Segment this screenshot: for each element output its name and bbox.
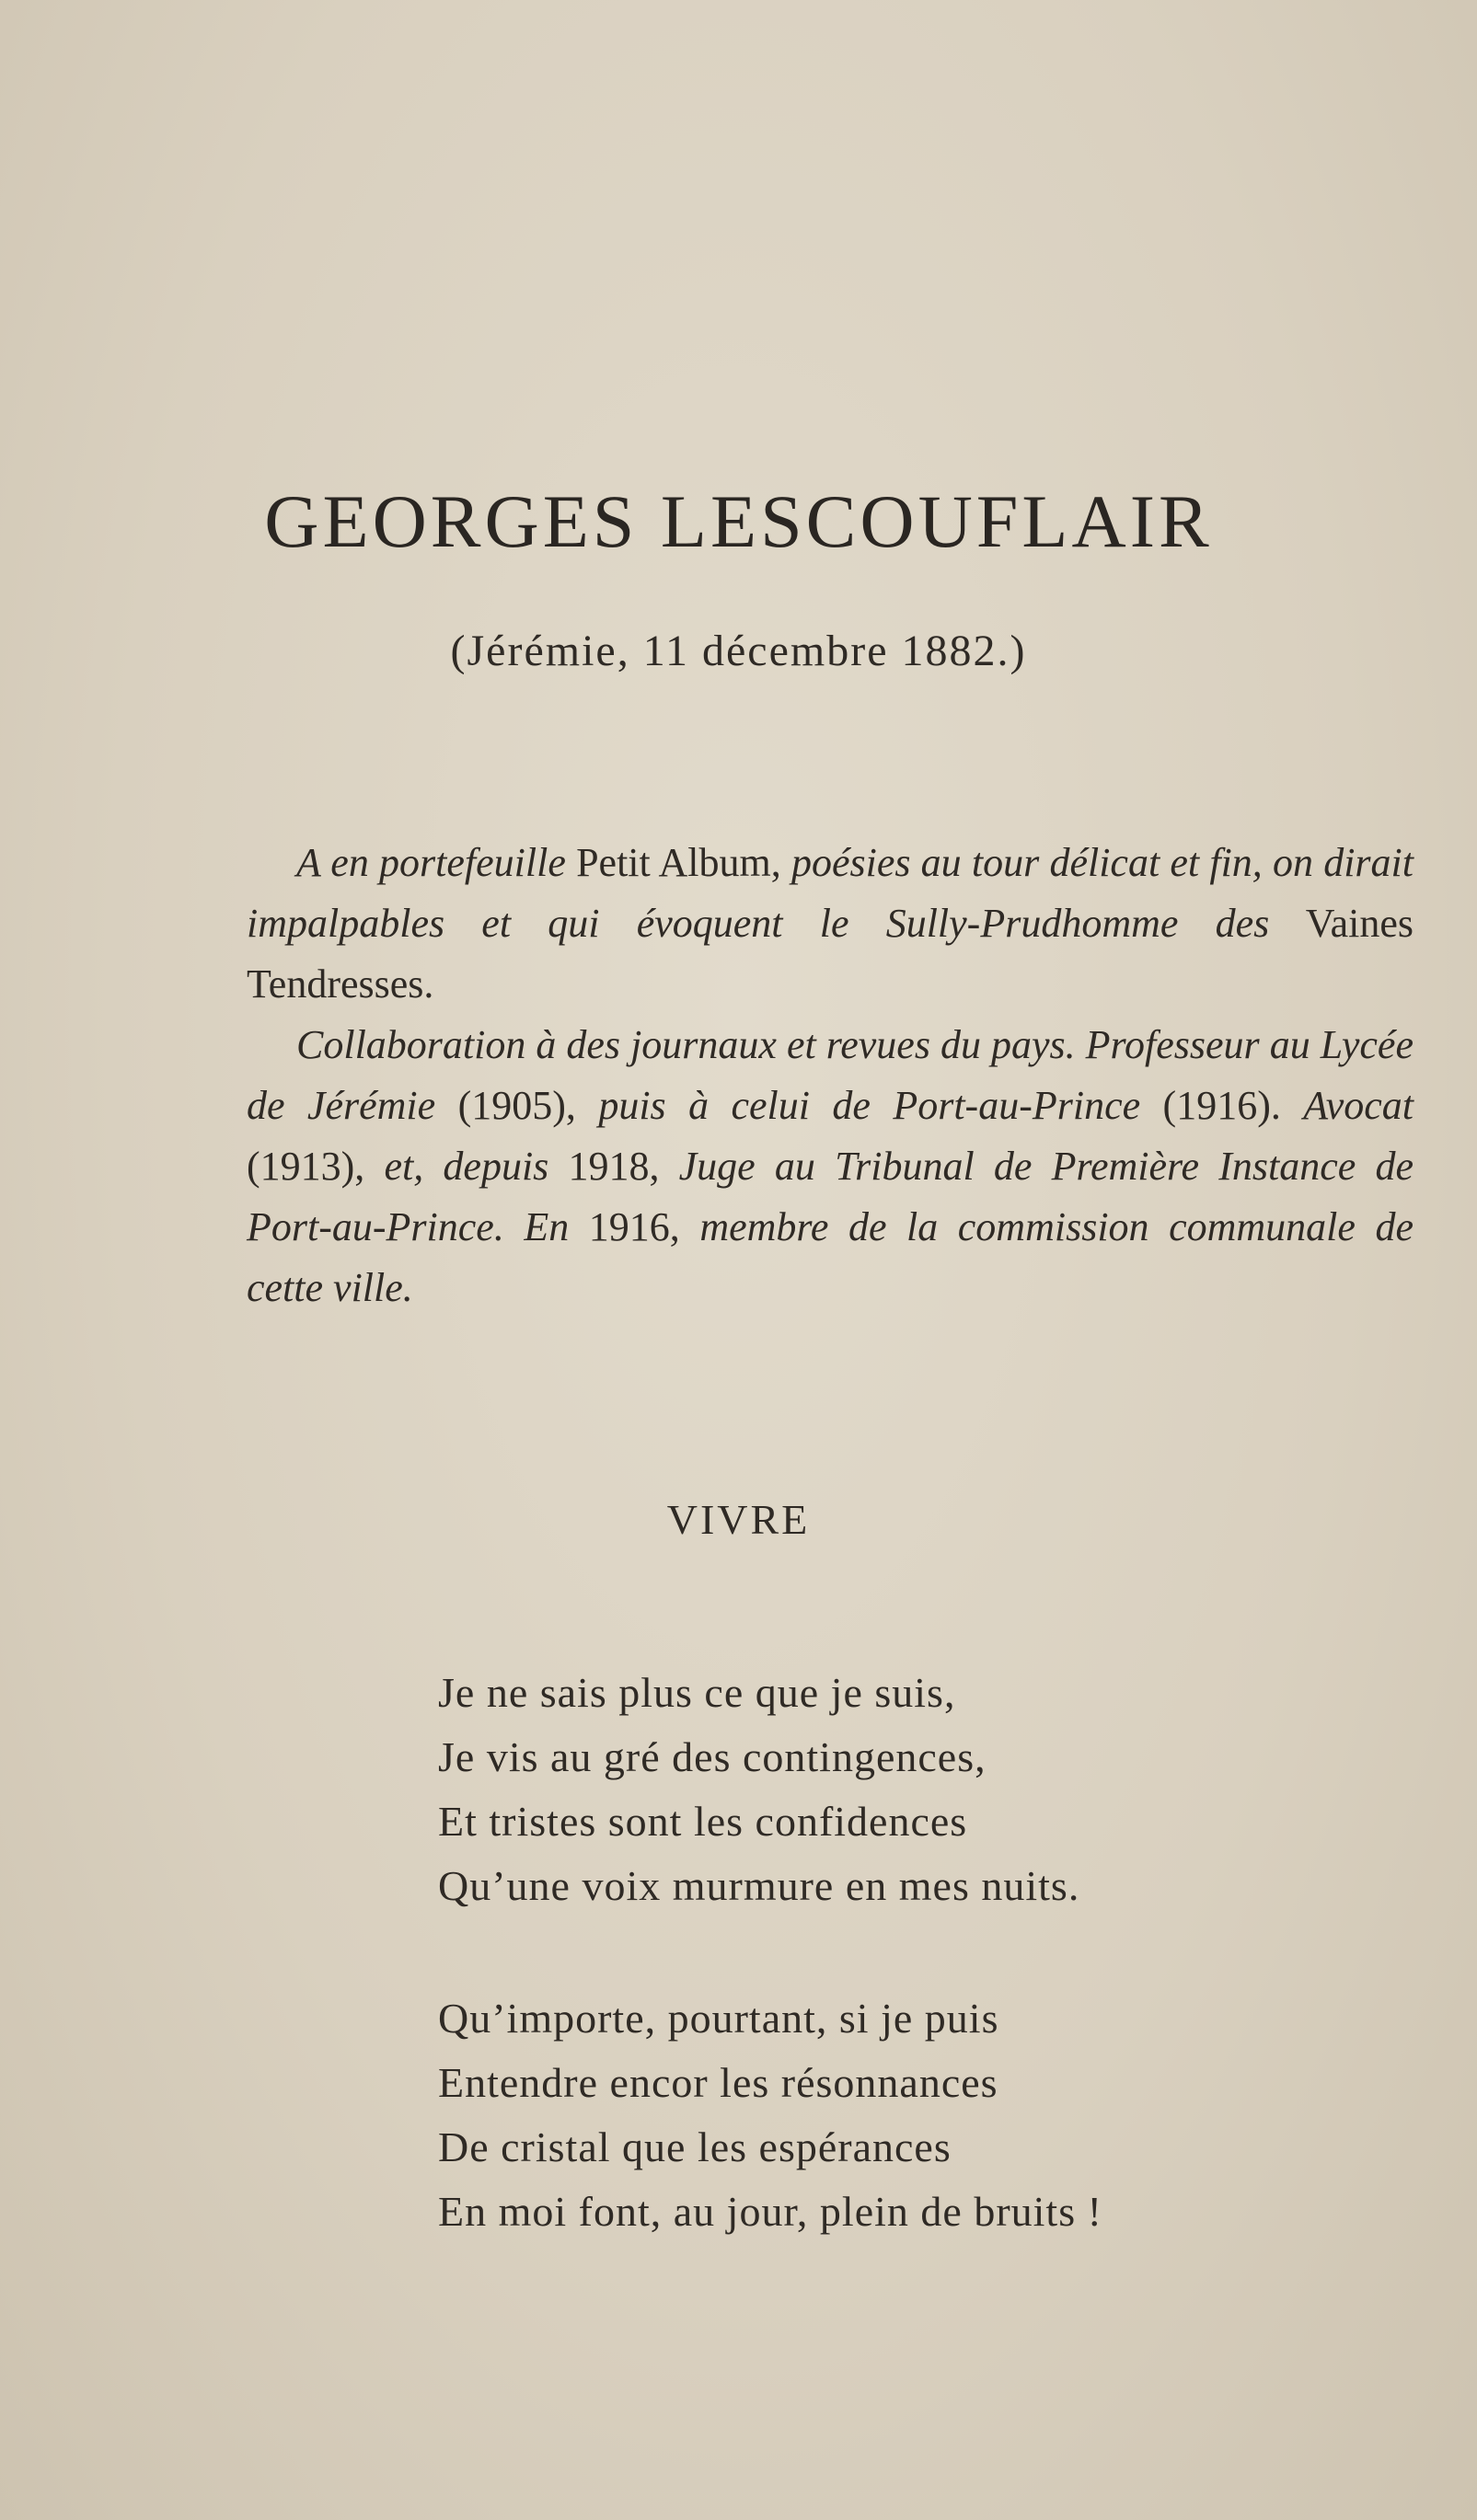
poem-line: Qu’une voix murmure en mes nuits. <box>438 1862 1080 1909</box>
poem-line: De cristal que les espérances <box>438 2123 952 2170</box>
bio-text-italic: et, depuis <box>384 1144 549 1189</box>
year-1918: 1918, <box>548 1144 679 1189</box>
bio-text-italic: Juge au Tribunal de Première Instance de Port-au-Prince. En <box>247 1144 1414 1249</box>
bio-text-italic: poésies au tour délicat et fin, on dirait impalpables et qui évoquent le Sully-Prudhomme des <box>247 840 1414 946</box>
book-title-petit-album: Petit Album, <box>565 840 791 885</box>
poem-line: Et tristes sont les confidences <box>438 1798 968 1845</box>
bio-text-italic: membre de la commission communale de cette ville. <box>247 1204 1414 1310</box>
poem-line: Je ne sais plus ce que je suis, <box>438 1669 956 1716</box>
author-name-heading: GEORGES LESCOUFLAIR <box>264 479 1213 563</box>
poem-line: Je vis au gré des contingences, <box>438 1733 987 1780</box>
bio-paragraph-career <box>247 1015 1414 1318</box>
poem-title: VIVRE <box>666 1496 811 1543</box>
bio-text-italic: Avocat <box>1303 1083 1414 1128</box>
year-1916: (1916). <box>1140 1083 1304 1128</box>
author-birth-info: (Jérémie, 11 décembre 1882.) <box>450 627 1027 675</box>
bio-paragraph-works <box>247 833 1414 1015</box>
book-title-vaines-tendresses: Vaines Tendresses. <box>247 901 1414 1007</box>
bio-text-italic: A en portefeuille <box>296 840 566 885</box>
year-1905: (1905), <box>435 1083 599 1128</box>
poem-line: En moi font, au jour, plein de bruits ! <box>438 2188 1102 2235</box>
year-1913: (1913), <box>247 1144 385 1189</box>
bio-text-italic: Collaboration à des journaux et revues du pays. Professeur au Lycée de Jérémie <box>247 1022 1414 1128</box>
author-biography <box>247 833 1414 1318</box>
bio-text-italic: puis à celui de Port-au-Prince <box>598 1083 1141 1128</box>
poem-stanza-2 <box>438 1986 1358 2244</box>
poem-stanza-1 <box>438 1661 1358 1918</box>
poem-line: Entendre encor les résonnances <box>438 2059 998 2106</box>
poem-line: Qu’importe, pourtant, si je puis <box>438 1995 999 2042</box>
year-1916-second: 1916, <box>569 1204 700 1249</box>
